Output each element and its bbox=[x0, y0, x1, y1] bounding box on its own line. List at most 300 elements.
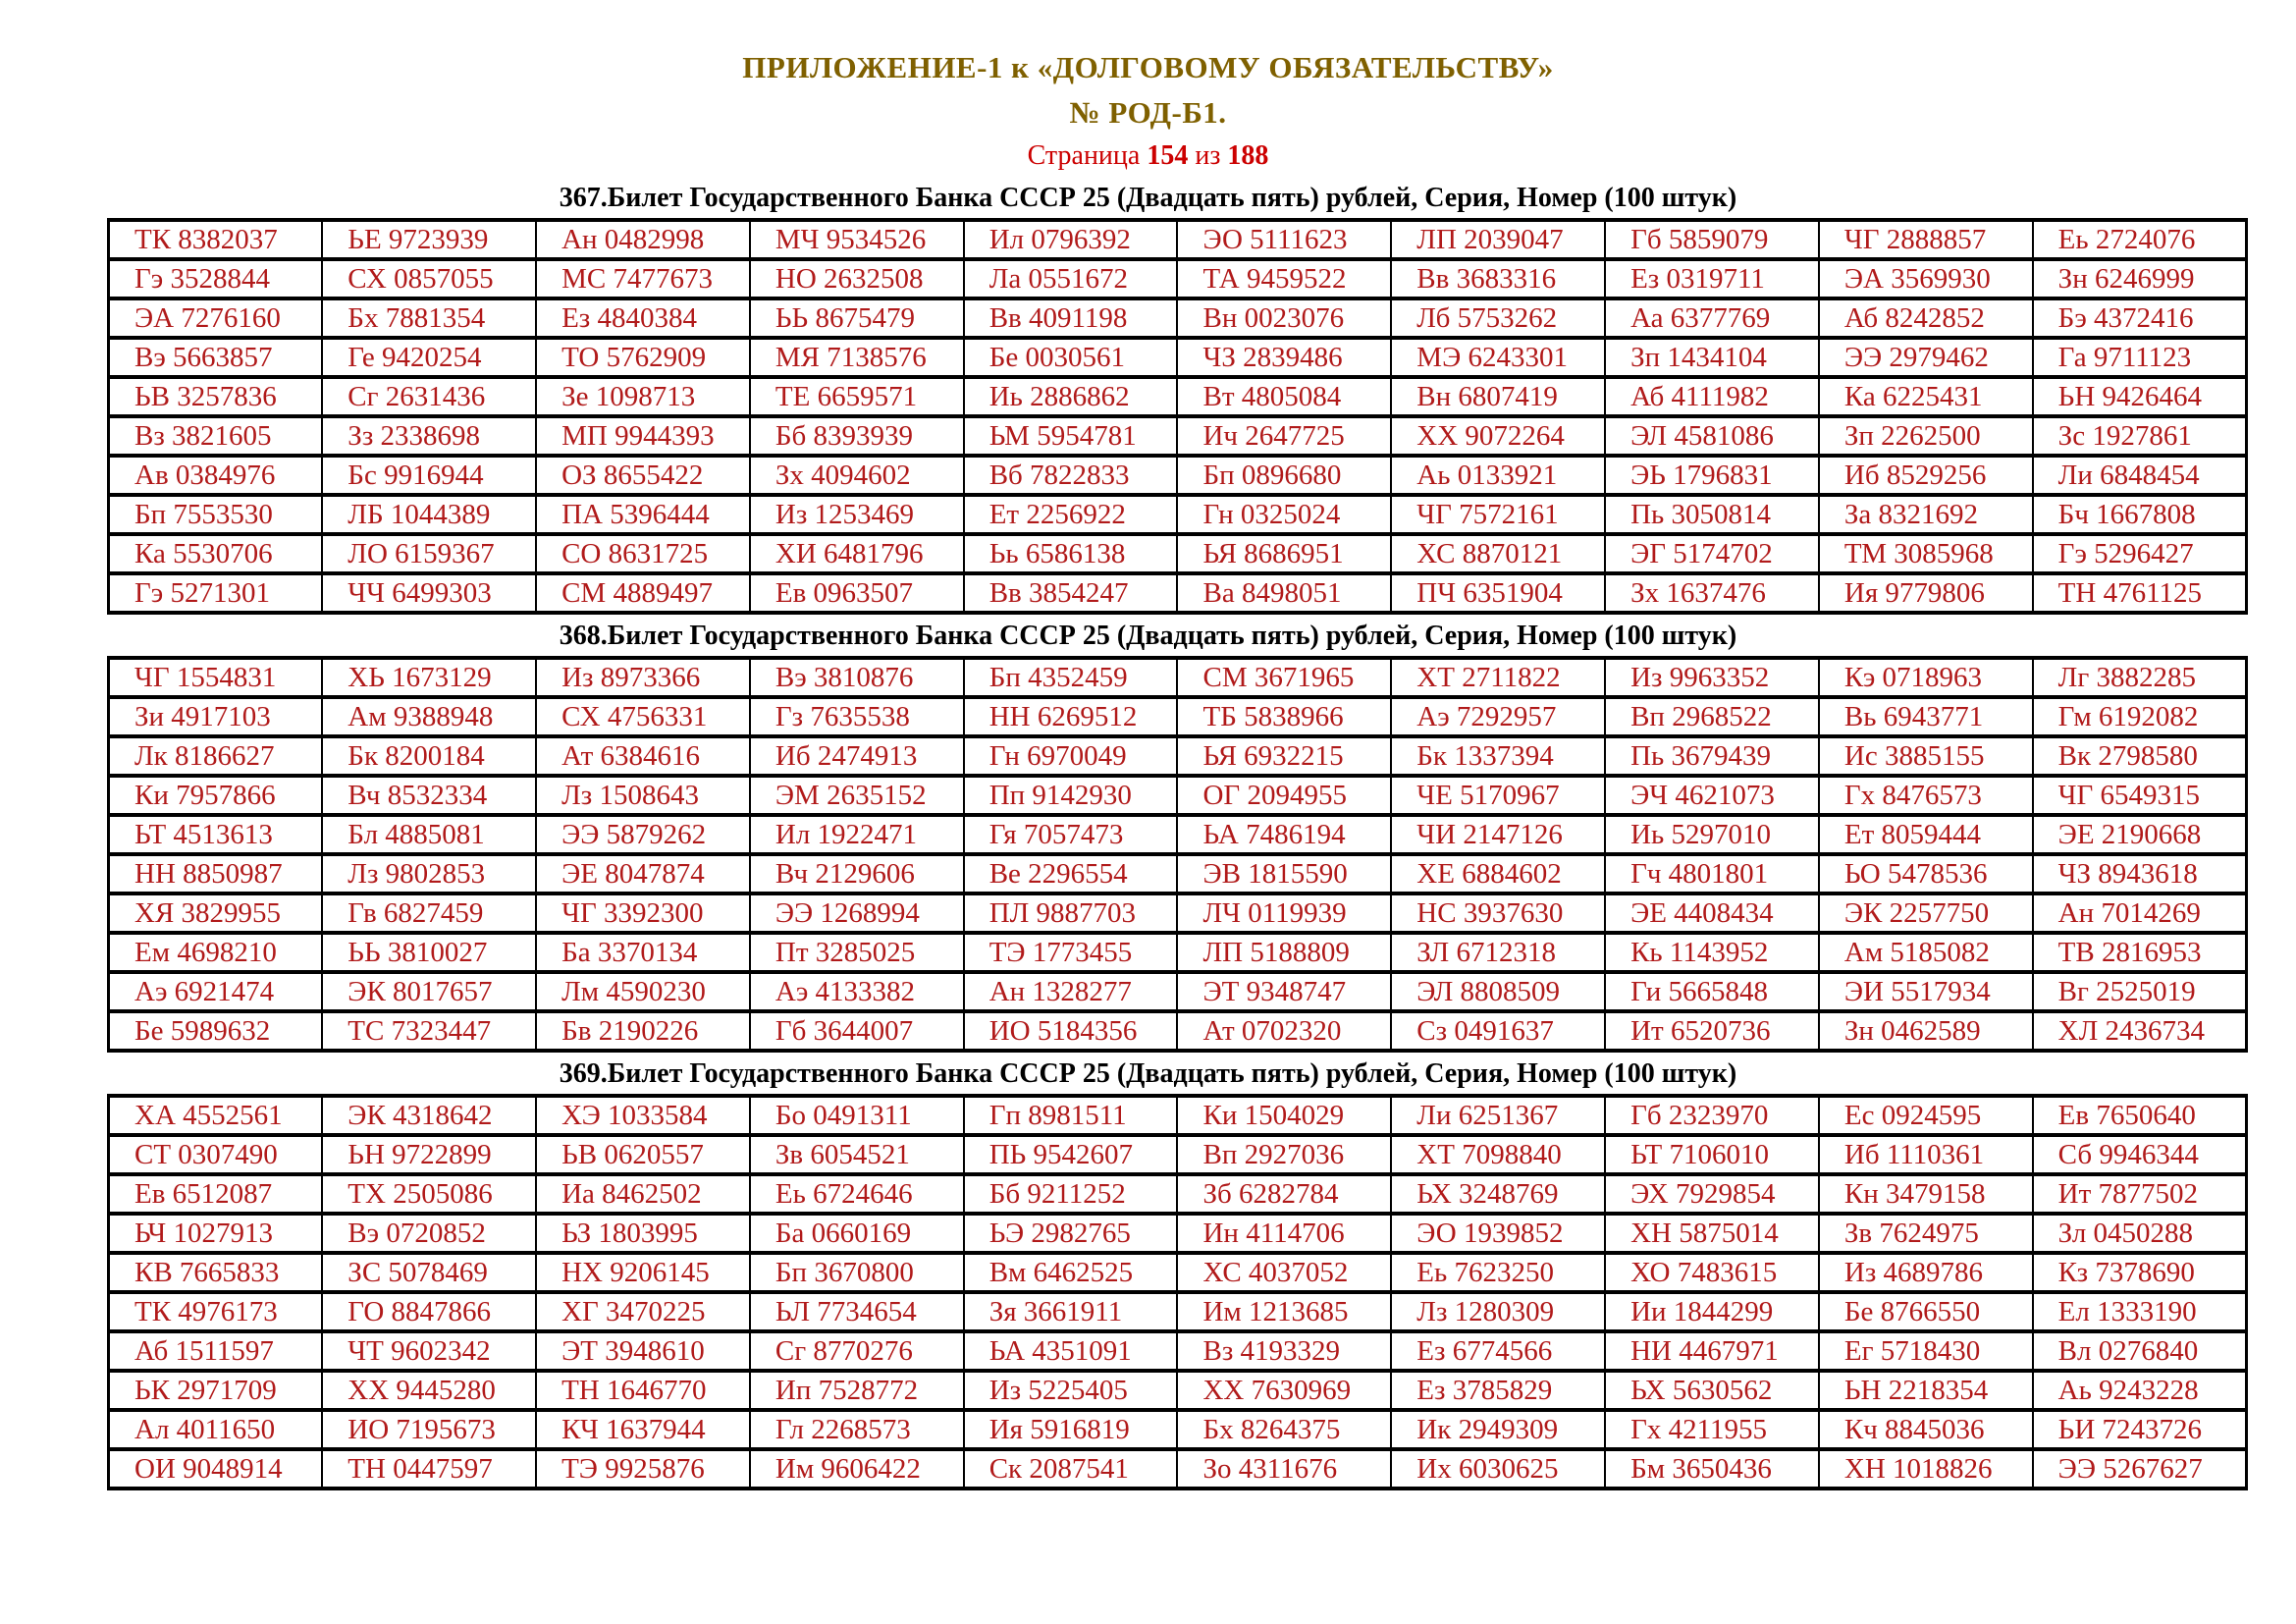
serial-cell: ХХ 9072264 bbox=[1391, 416, 1605, 456]
serial-cell: Бх 7881354 bbox=[322, 298, 536, 338]
serial-cell: ЭВ 1815590 bbox=[1177, 854, 1391, 893]
serial-cell: Ия 9779806 bbox=[1819, 573, 2033, 613]
serial-row bbox=[109, 1449, 2247, 1489]
table-title-369: 369.Билет Государственного Банка СССР 25 (Двадцать пять) рублей, Серия, Номер (100 штук) bbox=[559, 1058, 1737, 1089]
table-title-367: 367.Билет Государственного Банка СССР 25 (Двадцать пять) рублей, Серия, Номер (100 штук) bbox=[559, 183, 1737, 213]
serial-cell: Аб 8242852 bbox=[1819, 298, 2033, 338]
serial-row bbox=[109, 893, 2247, 933]
serial-cell: ЭК 8017657 bbox=[322, 972, 536, 1011]
serial-cell: ЛЧ 0119939 bbox=[1177, 893, 1391, 933]
serial-cell: Вв 4091198 bbox=[964, 298, 1178, 338]
serial-cell: Ии 1844299 bbox=[1605, 1292, 1819, 1331]
serial-row bbox=[109, 1011, 2247, 1051]
serial-cell: СХ 4756331 bbox=[536, 697, 750, 736]
serial-row bbox=[109, 259, 2247, 298]
serial-cell: ЬН 9722899 bbox=[322, 1135, 536, 1174]
serial-cell: Зп 1434104 bbox=[1605, 338, 1819, 377]
serial-cell: ЧГ 6549315 bbox=[2033, 776, 2247, 815]
serial-cell: Бб 8393939 bbox=[750, 416, 964, 456]
serial-cell: ХТ 7098840 bbox=[1391, 1135, 1605, 1174]
serial-cell: Вз 3821605 bbox=[109, 416, 323, 456]
serial-cell: ЧГ 2888857 bbox=[1819, 220, 2033, 259]
serial-cell: Ба 3370134 bbox=[536, 933, 750, 972]
serial-cell: Ис 3885155 bbox=[1819, 736, 2033, 776]
serial-cell: Сб 9946344 bbox=[2033, 1135, 2247, 1174]
serial-cell: Гн 0325024 bbox=[1177, 495, 1391, 534]
serial-cell: ТМ 3085968 bbox=[1819, 534, 2033, 573]
serial-cell: Гя 7057473 bbox=[964, 815, 1178, 854]
serial-row bbox=[109, 1135, 2247, 1174]
serial-cell: Ем 4698210 bbox=[109, 933, 323, 972]
serial-cell: ЭЛ 4581086 bbox=[1605, 416, 1819, 456]
serial-cell: ОЗ 8655422 bbox=[536, 456, 750, 495]
serial-cell: Вч 2129606 bbox=[750, 854, 964, 893]
serial-row bbox=[109, 1292, 2247, 1331]
page-current-number: 154 bbox=[1147, 140, 1189, 171]
serial-row bbox=[109, 1214, 2247, 1253]
serial-cell: Ат 6384616 bbox=[536, 736, 750, 776]
serial-cell: Ве 2296554 bbox=[964, 854, 1178, 893]
serial-row bbox=[109, 573, 2247, 613]
serial-cell: ПЬ 9542607 bbox=[964, 1135, 1178, 1174]
serial-cell: ЛП 5188809 bbox=[1177, 933, 1391, 972]
serial-cell: Ег 5718430 bbox=[1819, 1331, 2033, 1371]
serial-cell: Из 5225405 bbox=[964, 1371, 1178, 1410]
serial-cell: ЬЬ 3810027 bbox=[322, 933, 536, 972]
serial-row bbox=[109, 456, 2247, 495]
serial-cell: Зн 6246999 bbox=[2033, 259, 2247, 298]
serial-cell: ЬЭ 2982765 bbox=[964, 1214, 1178, 1253]
serial-cell: ЬЯ 8686951 bbox=[1177, 534, 1391, 573]
serial-cell: ЧИ 2147126 bbox=[1391, 815, 1605, 854]
serial-cell: Зе 1098713 bbox=[536, 377, 750, 416]
serial-cell: ЗЛ 6712318 bbox=[1391, 933, 1605, 972]
serial-cell: Ев 0963507 bbox=[750, 573, 964, 613]
serial-cell: НХ 9206145 bbox=[536, 1253, 750, 1292]
serial-cell: ЬХ 3248769 bbox=[1391, 1174, 1605, 1214]
serial-cell: Ил 0796392 bbox=[964, 220, 1178, 259]
serial-cell: Ам 9388948 bbox=[322, 697, 536, 736]
serial-cell: ХС 8870121 bbox=[1391, 534, 1605, 573]
serial-cell: Ге 9420254 bbox=[322, 338, 536, 377]
serial-cell: Пп 9142930 bbox=[964, 776, 1178, 815]
serial-cell: ЭА 3569930 bbox=[1819, 259, 2033, 298]
serial-row bbox=[109, 1174, 2247, 1214]
serial-table-body bbox=[109, 1096, 2247, 1489]
serial-cell: Зз 2338698 bbox=[322, 416, 536, 456]
serial-cell: Вч 8532334 bbox=[322, 776, 536, 815]
serial-cell: Гв 6827459 bbox=[322, 893, 536, 933]
serial-cell: СМ 4889497 bbox=[536, 573, 750, 613]
serial-cell: ХН 1018826 bbox=[1819, 1449, 2033, 1489]
serial-cell: Сг 8770276 bbox=[750, 1331, 964, 1371]
serial-cell: ХА 4552561 bbox=[109, 1096, 323, 1135]
serial-cell: Кз 7378690 bbox=[2033, 1253, 2247, 1292]
serial-cell: Кь 1143952 bbox=[1605, 933, 1819, 972]
serial-cell: ХХ 9445280 bbox=[322, 1371, 536, 1410]
serial-cell: Лз 1508643 bbox=[536, 776, 750, 815]
serial-cell: Сг 2631436 bbox=[322, 377, 536, 416]
serial-cell: Ки 1504029 bbox=[1177, 1096, 1391, 1135]
serial-cell: ХТ 2711822 bbox=[1391, 658, 1605, 697]
serial-cell: Им 1213685 bbox=[1177, 1292, 1391, 1331]
serial-cell: ТЕ 6659571 bbox=[750, 377, 964, 416]
serial-cell: Гб 5859079 bbox=[1605, 220, 1819, 259]
serial-cell: Лм 4590230 bbox=[536, 972, 750, 1011]
serial-cell: ПА 5396444 bbox=[536, 495, 750, 534]
serial-cell: ЛП 2039047 bbox=[1391, 220, 1605, 259]
serial-row bbox=[109, 495, 2247, 534]
serial-cell: ЧГ 3392300 bbox=[536, 893, 750, 933]
serial-cell: Гх 8476573 bbox=[1819, 776, 2033, 815]
serial-cell: Вв 3683316 bbox=[1391, 259, 1605, 298]
serial-cell: ЬН 9426464 bbox=[2033, 377, 2247, 416]
serial-cell: ХИ 6481796 bbox=[750, 534, 964, 573]
serial-cell: ЛБ 1044389 bbox=[322, 495, 536, 534]
serial-cell: Вв 3854247 bbox=[964, 573, 1178, 613]
serial-cell: Лк 8186627 bbox=[109, 736, 323, 776]
serial-row bbox=[109, 933, 2247, 972]
serial-cell: Ьь 6586138 bbox=[964, 534, 1178, 573]
serial-cell: Вп 2968522 bbox=[1605, 697, 1819, 736]
serial-cell: Бе 5989632 bbox=[109, 1011, 323, 1051]
serial-cell: ИО 5184356 bbox=[964, 1011, 1178, 1051]
serial-cell: ЬХ 5630562 bbox=[1605, 1371, 1819, 1410]
serial-cell: ТВ 2816953 bbox=[2033, 933, 2247, 972]
serial-cell: НО 2632508 bbox=[750, 259, 964, 298]
serial-cell: ЧЕ 5170967 bbox=[1391, 776, 1605, 815]
serial-cell: Ки 7957866 bbox=[109, 776, 323, 815]
serial-cell: ХЬ 1673129 bbox=[322, 658, 536, 697]
serial-cell: ТК 4976173 bbox=[109, 1292, 323, 1331]
serial-cell: Вп 2927036 bbox=[1177, 1135, 1391, 1174]
serial-cell: Зв 6054521 bbox=[750, 1135, 964, 1174]
serial-cell: Иб 2474913 bbox=[750, 736, 964, 776]
serial-cell: Вэ 0720852 bbox=[322, 1214, 536, 1253]
table-section-368 bbox=[0, 617, 2296, 1053]
serial-cell: Ип 7528772 bbox=[750, 1371, 964, 1410]
serial-cell: Ел 1333190 bbox=[2033, 1292, 2247, 1331]
page-total-number: 188 bbox=[1227, 140, 1269, 171]
serial-cell: Пь 3679439 bbox=[1605, 736, 1819, 776]
serial-cell: ЧЗ 8943618 bbox=[2033, 854, 2247, 893]
serial-cell: Из 8973366 bbox=[536, 658, 750, 697]
serial-cell: ЭХ 7929854 bbox=[1605, 1174, 1819, 1214]
serial-cell: Аэ 4133382 bbox=[750, 972, 964, 1011]
serial-cell: МС 7477673 bbox=[536, 259, 750, 298]
serial-cell: Еь 7623250 bbox=[1391, 1253, 1605, 1292]
serial-cell: Вм 6462525 bbox=[964, 1253, 1178, 1292]
serial-row bbox=[109, 776, 2247, 815]
serial-cell: Бп 3670800 bbox=[750, 1253, 964, 1292]
serial-cell: ЧЗ 2839486 bbox=[1177, 338, 1391, 377]
serial-cell: Ба 0660169 bbox=[750, 1214, 964, 1253]
serial-cell: ЧТ 9602342 bbox=[322, 1331, 536, 1371]
serial-cell: Сз 0491637 bbox=[1391, 1011, 1605, 1051]
table-title-368: 368.Билет Государственного Банка СССР 25 (Двадцать пять) рублей, Серия, Номер (100 штук) bbox=[559, 621, 1737, 651]
serial-cell: ТН 1646770 bbox=[536, 1371, 750, 1410]
serial-cell: ЬЕ 9723939 bbox=[322, 220, 536, 259]
serial-cell: Ан 0482998 bbox=[536, 220, 750, 259]
serial-cell: ЭЛ 8808509 bbox=[1391, 972, 1605, 1011]
serial-cell: Аь 9243228 bbox=[2033, 1371, 2247, 1410]
serial-table-369 bbox=[107, 1094, 2248, 1490]
serial-cell: Ги 5665848 bbox=[1605, 972, 1819, 1011]
serial-cell: Им 9606422 bbox=[750, 1449, 964, 1489]
serial-cell: Бе 0030561 bbox=[964, 338, 1178, 377]
serial-cell: ЬЧ 1027913 bbox=[109, 1214, 323, 1253]
serial-cell: Зб 6282784 bbox=[1177, 1174, 1391, 1214]
serial-cell: Из 9963352 bbox=[1605, 658, 1819, 697]
serial-cell: Бл 4885081 bbox=[322, 815, 536, 854]
serial-cell: Иа 8462502 bbox=[536, 1174, 750, 1214]
serial-row bbox=[109, 338, 2247, 377]
serial-cell: СМ 3671965 bbox=[1177, 658, 1391, 697]
serial-row bbox=[109, 220, 2247, 259]
serial-cell: ЬТ 7106010 bbox=[1605, 1135, 1819, 1174]
serial-cell: МП 9944393 bbox=[536, 416, 750, 456]
serial-cell: ИО 7195673 bbox=[322, 1410, 536, 1449]
serial-cell: ТО 5762909 bbox=[536, 338, 750, 377]
serial-cell: Зл 0450288 bbox=[2033, 1214, 2247, 1253]
serial-cell: ЭЕ 4408434 bbox=[1605, 893, 1819, 933]
serial-cell: Аб 4111982 bbox=[1605, 377, 1819, 416]
serial-cell: Зя 3661911 bbox=[964, 1292, 1178, 1331]
serial-cell: Вь 6943771 bbox=[1819, 697, 2033, 736]
serial-cell: Еь 6724646 bbox=[750, 1174, 964, 1214]
serial-cell: ЬИ 7243726 bbox=[2033, 1410, 2247, 1449]
serial-cell: ЭТ 9348747 bbox=[1177, 972, 1391, 1011]
serial-cell: Ев 7650640 bbox=[2033, 1096, 2247, 1135]
serial-cell: СХ 0857055 bbox=[322, 259, 536, 298]
serial-cell: Ит 7877502 bbox=[2033, 1174, 2247, 1214]
serial-row bbox=[109, 854, 2247, 893]
serial-cell: ЬЯ 6932215 bbox=[1177, 736, 1391, 776]
serial-cell: Бп 7553530 bbox=[109, 495, 323, 534]
serial-cell: ЭЕ 2190668 bbox=[2033, 815, 2247, 854]
serial-cell: Ли 6848454 bbox=[2033, 456, 2247, 495]
serial-cell: Вг 2525019 bbox=[2033, 972, 2247, 1011]
serial-cell: ХН 5875014 bbox=[1605, 1214, 1819, 1253]
serial-cell: ЬЗ 1803995 bbox=[536, 1214, 750, 1253]
serial-cell: Гб 2323970 bbox=[1605, 1096, 1819, 1135]
serial-cell: Кн 3479158 bbox=[1819, 1174, 2033, 1214]
serial-cell: ЭЭ 5879262 bbox=[536, 815, 750, 854]
serial-cell: Пт 3285025 bbox=[750, 933, 964, 972]
page-word: Страница bbox=[1027, 140, 1141, 171]
serial-cell: Вэ 3810876 bbox=[750, 658, 964, 697]
table-section-367 bbox=[0, 179, 2296, 615]
serial-cell: Ал 4011650 bbox=[109, 1410, 323, 1449]
serial-cell: Ия 5916819 bbox=[964, 1410, 1178, 1449]
serial-cell: Бх 8264375 bbox=[1177, 1410, 1391, 1449]
serial-cell: Вэ 5663857 bbox=[109, 338, 323, 377]
serial-cell: Еь 2724076 bbox=[2033, 220, 2247, 259]
serial-cell: Гл 2268573 bbox=[750, 1410, 964, 1449]
document-number: № РОД-Б1. bbox=[1069, 95, 1227, 130]
serial-cell: Пь 3050814 bbox=[1605, 495, 1819, 534]
serial-cell: ХГ 3470225 bbox=[536, 1292, 750, 1331]
serial-cell: ГО 8847866 bbox=[322, 1292, 536, 1331]
serial-cell: ХО 7483615 bbox=[1605, 1253, 1819, 1292]
serial-cell: ЧГ 1554831 bbox=[109, 658, 323, 697]
serial-cell: КЧ 1637944 bbox=[536, 1410, 750, 1449]
serial-cell: Зх 1637476 bbox=[1605, 573, 1819, 613]
serial-cell: Ез 6774566 bbox=[1391, 1331, 1605, 1371]
serial-cell: ТН 0447597 bbox=[322, 1449, 536, 1489]
serial-cell: ЬА 7486194 bbox=[1177, 815, 1391, 854]
serial-cell: НИ 4467971 bbox=[1605, 1331, 1819, 1371]
serial-cell: ХЛ 2436734 bbox=[2033, 1011, 2247, 1051]
serial-cell: Бо 0491311 bbox=[750, 1096, 964, 1135]
serial-cell: Зн 0462589 bbox=[1819, 1011, 2033, 1051]
serial-cell: ЭИ 5517934 bbox=[1819, 972, 2033, 1011]
serial-cell: Гэ 5296427 bbox=[2033, 534, 2247, 573]
serial-cell: Вл 0276840 bbox=[2033, 1331, 2247, 1371]
serial-cell: ЭМ 2635152 bbox=[750, 776, 964, 815]
serial-cell: Ка 6225431 bbox=[1819, 377, 2033, 416]
serial-cell: НС 3937630 bbox=[1391, 893, 1605, 933]
serial-cell: Ан 7014269 bbox=[2033, 893, 2247, 933]
serial-cell: Ва 8498051 bbox=[1177, 573, 1391, 613]
page-of-word: из bbox=[1195, 140, 1221, 171]
serial-cell: ЭГ 5174702 bbox=[1605, 534, 1819, 573]
serial-cell: За 8321692 bbox=[1819, 495, 2033, 534]
serial-cell: Ет 8059444 bbox=[1819, 815, 2033, 854]
serial-cell: НН 6269512 bbox=[964, 697, 1178, 736]
serial-cell: Вт 4805084 bbox=[1177, 377, 1391, 416]
serial-cell: КВ 7665833 bbox=[109, 1253, 323, 1292]
serial-cell: МЧ 9534526 bbox=[750, 220, 964, 259]
serial-cell: ЧГ 7572161 bbox=[1391, 495, 1605, 534]
serial-cell: МЯ 7138576 bbox=[750, 338, 964, 377]
table-section-369 bbox=[0, 1055, 2296, 1490]
serial-cell: ТН 4761125 bbox=[2033, 573, 2247, 613]
serial-cell: Вн 6807419 bbox=[1391, 377, 1605, 416]
serial-row bbox=[109, 1253, 2247, 1292]
serial-cell: НН 8850987 bbox=[109, 854, 323, 893]
serial-cell: ЭК 4318642 bbox=[322, 1096, 536, 1135]
serial-row bbox=[109, 1371, 2247, 1410]
serial-cell: Ан 1328277 bbox=[964, 972, 1178, 1011]
serial-cell: Аь 0133921 bbox=[1391, 456, 1605, 495]
serial-cell: ЬВ 0620557 bbox=[536, 1135, 750, 1174]
serial-cell: ЭА 7276160 bbox=[109, 298, 323, 338]
serial-cell: Бм 3650436 bbox=[1605, 1449, 1819, 1489]
serial-cell: Бе 8766550 bbox=[1819, 1292, 2033, 1331]
serial-cell: ТК 8382037 bbox=[109, 220, 323, 259]
serial-cell: Их 6030625 bbox=[1391, 1449, 1605, 1489]
serial-cell: Ет 2256922 bbox=[964, 495, 1178, 534]
serial-cell: Бв 2190226 bbox=[536, 1011, 750, 1051]
serial-row bbox=[109, 534, 2247, 573]
document-header bbox=[0, 0, 2296, 177]
serial-cell: Иь 2886862 bbox=[964, 377, 1178, 416]
serial-row bbox=[109, 815, 2247, 854]
serial-cell: ЬМ 5954781 bbox=[964, 416, 1178, 456]
serial-cell: Ла 0551672 bbox=[964, 259, 1178, 298]
serial-cell: Гб 3644007 bbox=[750, 1011, 964, 1051]
serial-cell: ЬН 2218354 bbox=[1819, 1371, 2033, 1410]
serial-cell: ЧЧ 6499303 bbox=[322, 573, 536, 613]
serial-cell: ХЯ 3829955 bbox=[109, 893, 323, 933]
serial-cell: Ин 4114706 bbox=[1177, 1214, 1391, 1253]
serial-cell: Ез 0319711 bbox=[1605, 259, 1819, 298]
serial-cell: Бч 1667808 bbox=[2033, 495, 2247, 534]
serial-cell: Бп 4352459 bbox=[964, 658, 1178, 697]
serial-cell: Лз 9802853 bbox=[322, 854, 536, 893]
serial-cell: Ез 3785829 bbox=[1391, 1371, 1605, 1410]
serial-row bbox=[109, 377, 2247, 416]
serial-cell: ТА 9459522 bbox=[1177, 259, 1391, 298]
serial-cell: ЛО 6159367 bbox=[322, 534, 536, 573]
serial-table-368 bbox=[107, 656, 2248, 1053]
serial-cell: Ав 0384976 bbox=[109, 456, 323, 495]
serial-cell: Гн 6970049 bbox=[964, 736, 1178, 776]
serial-cell: Зо 4311676 bbox=[1177, 1449, 1391, 1489]
serial-row bbox=[109, 1410, 2247, 1449]
serial-cell: ТХ 2505086 bbox=[322, 1174, 536, 1214]
serial-cell: ЗС 5078469 bbox=[322, 1253, 536, 1292]
serial-cell: ЭЭ 5267627 bbox=[2033, 1449, 2247, 1489]
serial-cell: МЭ 6243301 bbox=[1391, 338, 1605, 377]
serial-cell: Бб 9211252 bbox=[964, 1174, 1178, 1214]
serial-table-body bbox=[109, 220, 2247, 613]
appendix-title: ПРИЛОЖЕНИЕ-1 к «ДОЛГОВОМУ ОБЯЗАТЕЛЬСТВУ» bbox=[742, 50, 1554, 84]
serial-cell: Гэ 3528844 bbox=[109, 259, 323, 298]
serial-cell: ЭЧ 4621073 bbox=[1605, 776, 1819, 815]
serial-cell: ЭЬ 1796831 bbox=[1605, 456, 1819, 495]
serial-cell: Аа 6377769 bbox=[1605, 298, 1819, 338]
serial-cell: Ев 6512087 bbox=[109, 1174, 323, 1214]
serial-cell: Гх 4211955 bbox=[1605, 1410, 1819, 1449]
serial-cell: Ез 4840384 bbox=[536, 298, 750, 338]
serial-row bbox=[109, 1331, 2247, 1371]
serial-cell: Бэ 4372416 bbox=[2033, 298, 2247, 338]
serial-cell: ЬО 5478536 bbox=[1819, 854, 2033, 893]
serial-cell: Аб 1511597 bbox=[109, 1331, 323, 1371]
serial-cell: Бс 9916944 bbox=[322, 456, 536, 495]
serial-cell: Гп 8981511 bbox=[964, 1096, 1178, 1135]
serial-cell: ЬЛ 7734654 bbox=[750, 1292, 964, 1331]
serial-cell: Зх 4094602 bbox=[750, 456, 964, 495]
serial-cell: ЭЭ 2979462 bbox=[1819, 338, 2033, 377]
serial-cell: Зп 2262500 bbox=[1819, 416, 2033, 456]
serial-cell: Ли 6251367 bbox=[1391, 1096, 1605, 1135]
serial-cell: Вз 4193329 bbox=[1177, 1331, 1391, 1371]
serial-row bbox=[109, 658, 2247, 697]
serial-cell: Бп 0896680 bbox=[1177, 456, 1391, 495]
serial-cell: ЭЭ 1268994 bbox=[750, 893, 964, 933]
serial-cell: Бк 1337394 bbox=[1391, 736, 1605, 776]
serial-row bbox=[109, 1096, 2247, 1135]
serial-cell: ОИ 9048914 bbox=[109, 1449, 323, 1489]
serial-cell: Вк 2798580 bbox=[2033, 736, 2247, 776]
serial-cell: Ич 2647725 bbox=[1177, 416, 1391, 456]
serial-cell: Лз 1280309 bbox=[1391, 1292, 1605, 1331]
serial-cell: ЭК 2257750 bbox=[1819, 893, 2033, 933]
serial-cell: ОГ 2094955 bbox=[1177, 776, 1391, 815]
serial-cell: Иб 1110361 bbox=[1819, 1135, 2033, 1174]
serial-cell: ПЛ 9887703 bbox=[964, 893, 1178, 933]
serial-cell: Ка 5530706 bbox=[109, 534, 323, 573]
serial-table-367 bbox=[107, 218, 2248, 615]
serial-cell: Вн 0023076 bbox=[1177, 298, 1391, 338]
serial-cell: ХС 4037052 bbox=[1177, 1253, 1391, 1292]
serial-cell: СТ 0307490 bbox=[109, 1135, 323, 1174]
serial-cell: Ик 2949309 bbox=[1391, 1410, 1605, 1449]
serial-cell: ЬВ 3257836 bbox=[109, 377, 323, 416]
